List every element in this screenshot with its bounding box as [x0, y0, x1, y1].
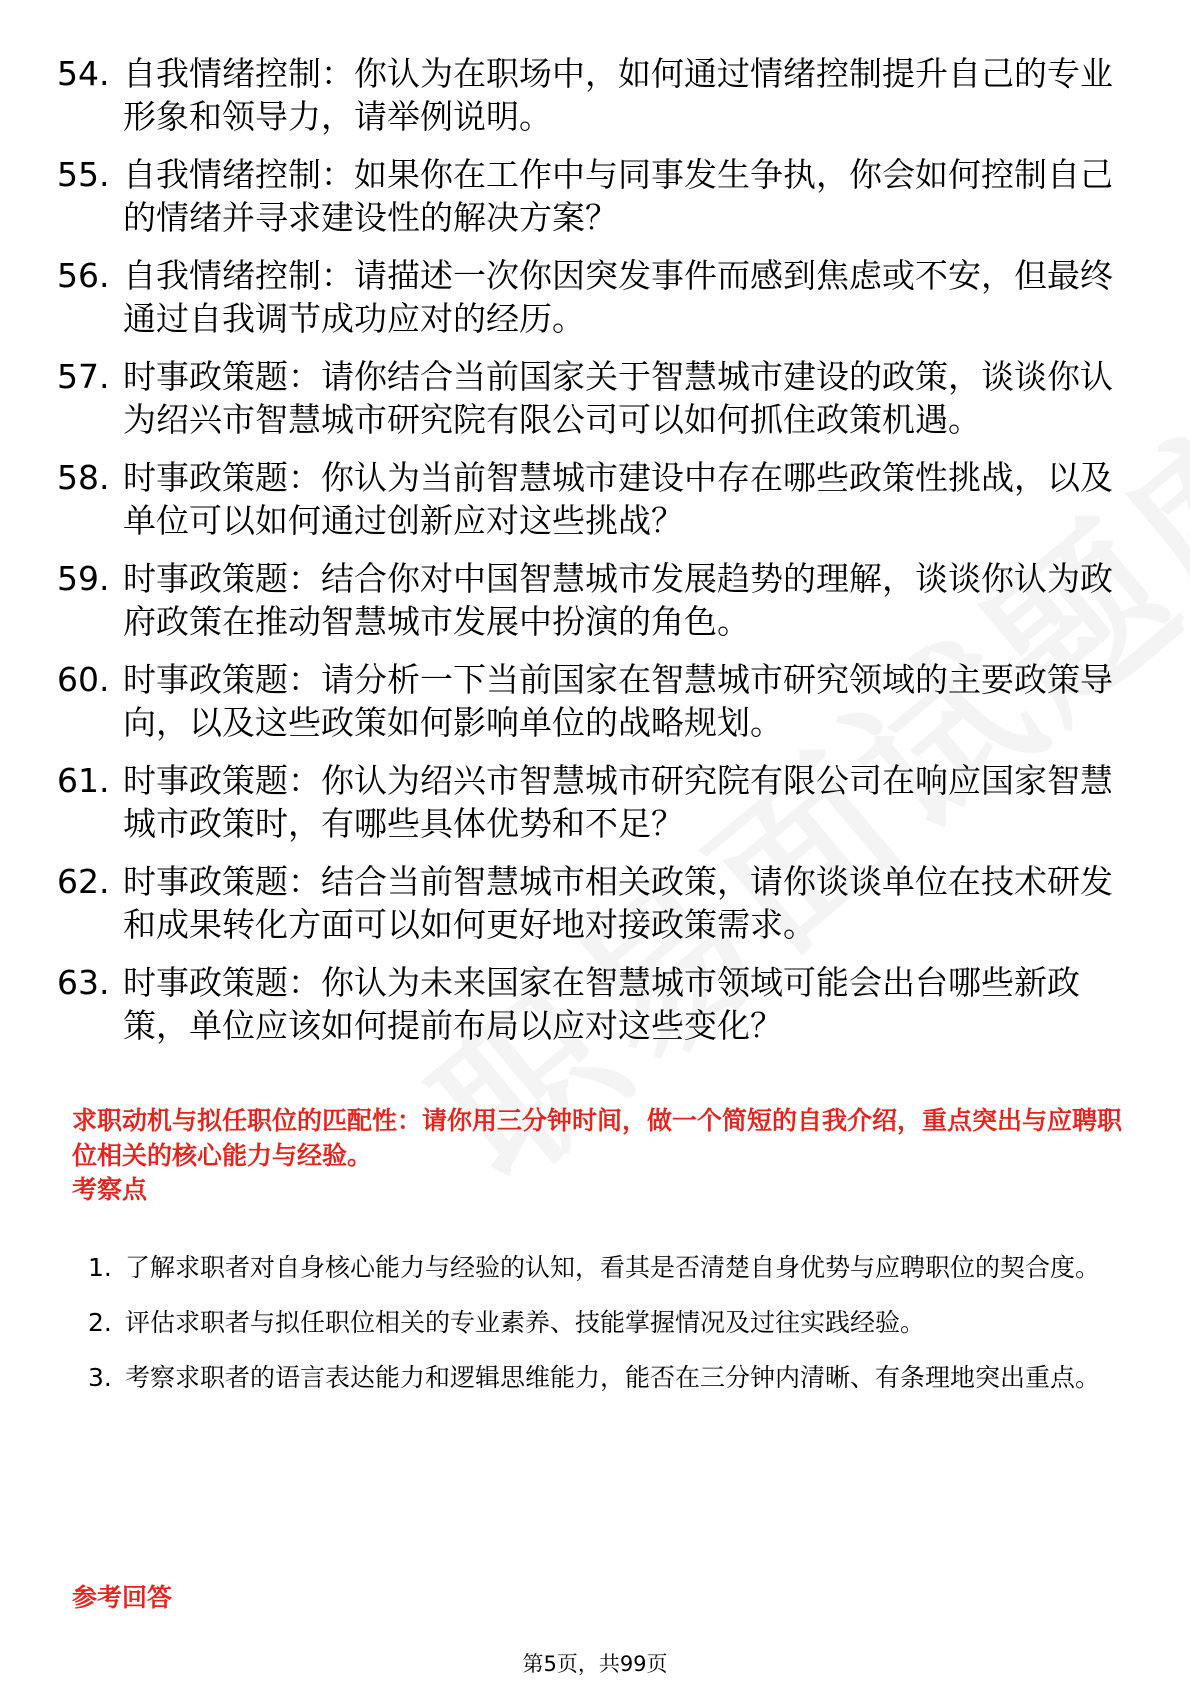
point-item	[88, 1295, 1118, 1350]
question-number: 61.	[57, 761, 110, 800]
question-item	[57, 961, 1117, 1047]
question-text: 时事政策题：你认为当前智慧城市建设中存在哪些政策性挑战，以及单位可以如何通过创新应对这些挑战？	[123, 458, 1113, 540]
question-item	[57, 355, 1117, 441]
point-item	[88, 1240, 1118, 1295]
section-heading: 求职动机与拟任职位的匹配性：请你用三分钟时间，做一个简短的自我介绍，重点突出与应聘职位相关的核心能力与经验。	[72, 1106, 1123, 1170]
question-item	[57, 153, 1117, 239]
question-item	[57, 254, 1117, 340]
question-item	[57, 52, 1117, 138]
question-text: 时事政策题：你认为绍兴市智慧城市研究院有限公司在响应国家智慧城市政策时，有哪些具体优势和不足？	[123, 761, 1113, 843]
question-text: 时事政策题：结合你对中国智慧城市发展趋势的理解，谈谈你认为政府政策在推动智慧城市发展中扮演的角色。	[123, 559, 1113, 641]
point-number: 2.	[88, 1308, 112, 1337]
question-number: 63.	[57, 963, 110, 1002]
question-text: 自我情绪控制：你认为在职场中，如何通过情绪控制提升自己的专业形象和领导力，请举例说明。	[123, 54, 1113, 136]
question-text: 时事政策题：结合当前智慧城市相关政策，请你谈谈单位在技术研发和成果转化方面可以如何更好地对接政策需求。	[123, 862, 1113, 944]
point-text: 考察求职者的语言表达能力和逻辑思维能力，能否在三分钟内清晰、有条理地突出重点。	[125, 1363, 1101, 1392]
question-text: 自我情绪控制：如果你在工作中与同事发生争执，你会如何控制自己的情绪并寻求建设性的解决方案？	[123, 155, 1113, 237]
page-footer: 第5页，共99页	[522, 1652, 668, 1676]
point-number: 1.	[88, 1253, 112, 1282]
reference-answer-label: 参考回答	[72, 1583, 173, 1612]
question-item	[57, 658, 1117, 744]
question-number: 56.	[57, 256, 110, 295]
question-number: 58.	[57, 458, 110, 497]
question-item	[57, 860, 1117, 946]
question-number: 57.	[57, 357, 110, 396]
point-item	[88, 1350, 1118, 1405]
question-text: 时事政策题：你认为未来国家在智慧城市领域可能会出台哪些新政策，单位应该如何提前布局以应对这些变化？	[123, 963, 1080, 1045]
examination-label: 考察点	[72, 1175, 148, 1204]
question-text: 自我情绪控制：请描述一次你因突发事件而感到焦虑或不安，但最终通过自我调节成功应对的经历。	[123, 256, 1113, 338]
question-item	[57, 456, 1117, 542]
question-number: 60.	[57, 660, 110, 699]
point-text: 了解求职者对自身核心能力与经验的认知，看其是否清楚自身优势与应聘职位的契合度。	[125, 1253, 1101, 1282]
question-item	[57, 759, 1117, 845]
question-number: 54.	[57, 54, 110, 93]
question-list	[57, 52, 1117, 1062]
point-text: 评估求职者与拟任职位相关的专业素养、技能掌握情况及过往实践经验。	[125, 1308, 926, 1337]
question-text: 时事政策题：请你结合当前国家关于智慧城市建设的政策，谈谈你认为绍兴市智慧城市研究院有限公司可以如何抓住政策机遇。	[123, 357, 1113, 439]
point-number: 3.	[88, 1363, 112, 1392]
question-number: 59.	[57, 559, 110, 598]
question-number: 62.	[57, 862, 110, 901]
examination-points	[88, 1240, 1118, 1405]
question-number: 55.	[57, 155, 110, 194]
question-item	[57, 557, 1117, 643]
question-text: 时事政策题：请分析一下当前国家在智慧城市研究领域的主要政策导向，以及这些政策如何影响单位的战略规划。	[123, 660, 1113, 742]
